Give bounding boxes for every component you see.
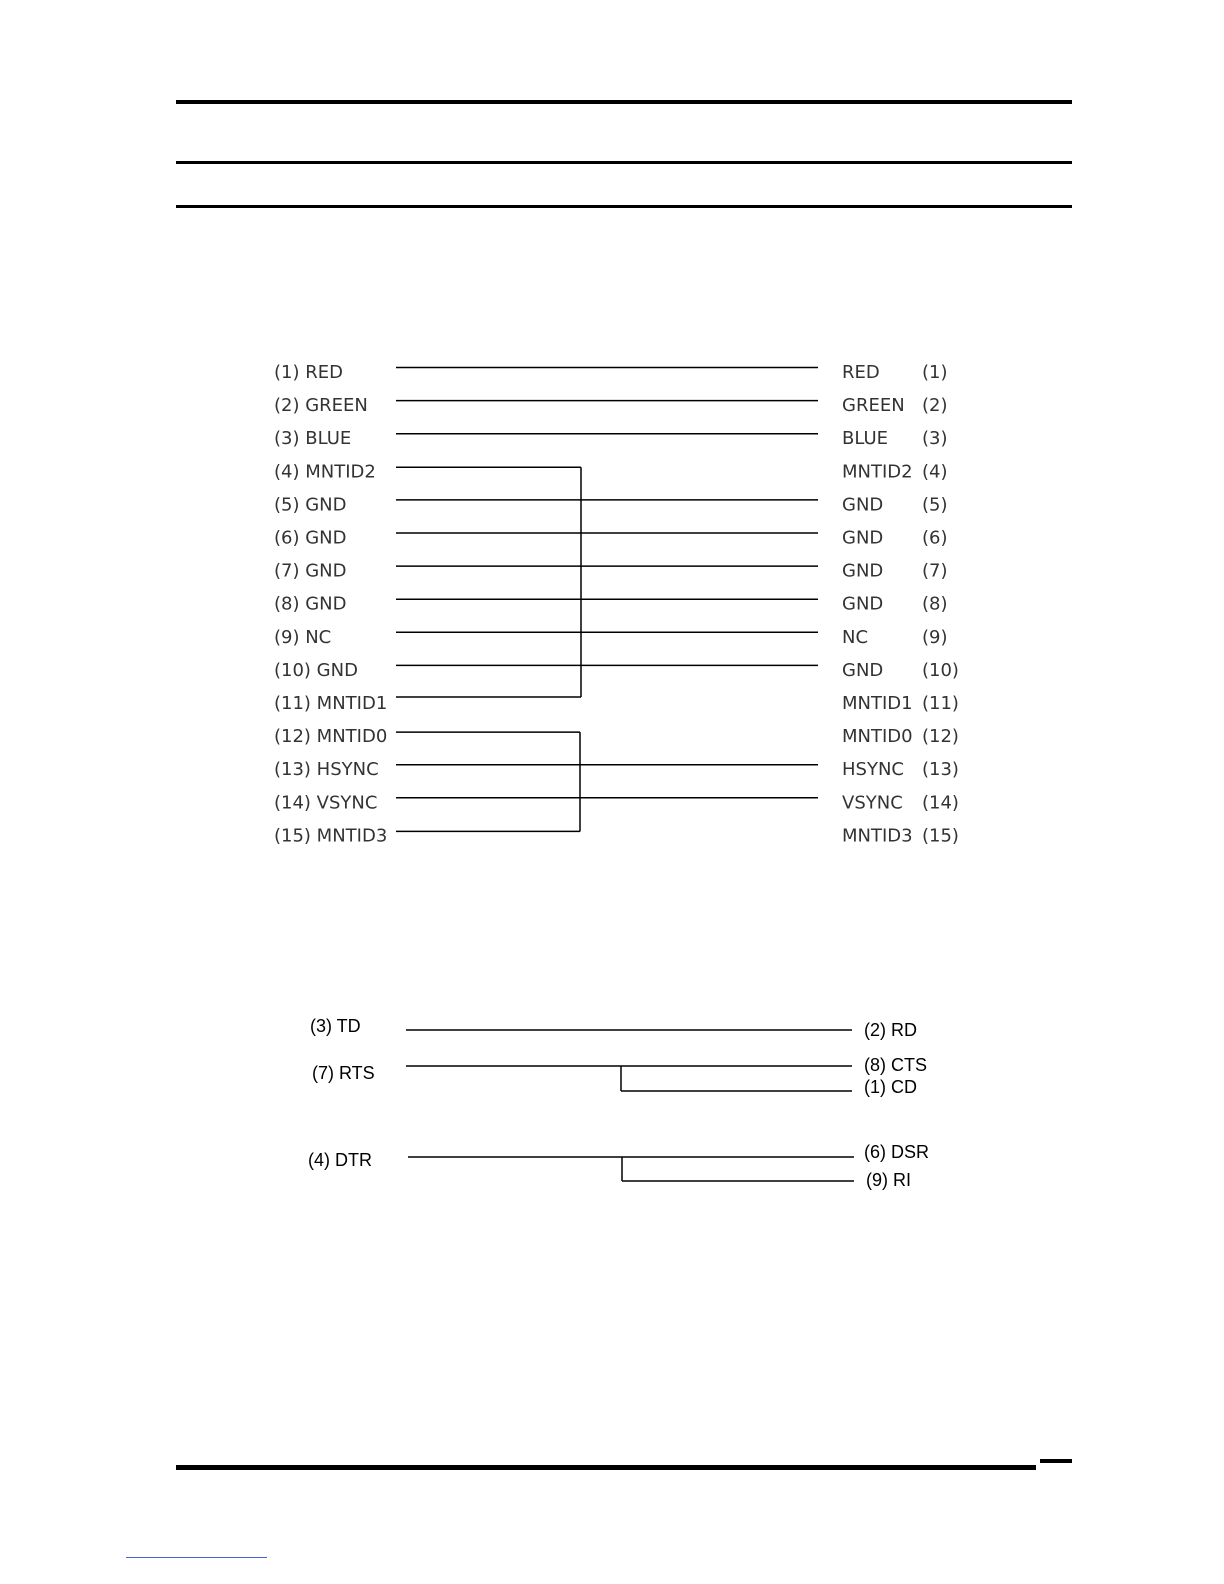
vga-right-name-8: GND (842, 593, 884, 615)
vga-right-name-14: VSYNC (842, 792, 903, 814)
vga-right-num-4: (4) (922, 461, 948, 483)
vga-left-pin-11: (11) MNTID1 (274, 693, 388, 714)
vga-left-pin-6: (6) GND (274, 527, 347, 549)
vga-right-name-13: HSYNC (842, 759, 904, 781)
vga-right-num-15: (15) (922, 825, 959, 847)
vga-left-pin-13: (13) HSYNC (274, 759, 379, 781)
vga-right-num-12: (12) (922, 726, 959, 748)
vga-right-name-9: NC (842, 626, 869, 648)
vga-left-pin-3: (3) BLUE (274, 428, 352, 450)
footer-link-underline (126, 1557, 267, 1558)
label-ri: (9) RI (866, 1170, 911, 1190)
vga-left-pin-7: (7) GND (274, 560, 347, 582)
vga-right-name-5: GND (842, 494, 884, 516)
vga-left-pin-8: (8) GND (274, 593, 347, 615)
vga-left-pin-12: (12) MNTID0 (274, 726, 388, 748)
label-rts: (7) RTS (312, 1063, 375, 1083)
vga-right-num-8: (8) (922, 593, 948, 615)
vga-left-pin-5: (5) GND (274, 494, 347, 516)
vga-left-pin-10: (10) GND (274, 659, 358, 681)
vga-right-num-1: (1) (922, 362, 948, 383)
label-rd: (2) RD (864, 1020, 917, 1040)
footer-page-tick (1040, 1459, 1072, 1463)
vga-right-name-12: MNTID0 (842, 726, 913, 748)
vga-right-num-7: (7) (922, 560, 948, 582)
vga-right-name-7: GND (842, 560, 884, 582)
vga-right-num-5: (5) (922, 494, 948, 516)
vga-left-pin-15: (15) MNTID3 (274, 825, 388, 847)
vga-right-num-3: (3) (922, 428, 948, 450)
vga-right-name-4: MNTID2 (842, 461, 913, 483)
vga-right-name-15: MNTID3 (842, 825, 913, 847)
vga-left-pin-9: (9) NC (274, 626, 332, 648)
footer-rule (176, 1465, 1036, 1470)
vga-right-name-10: GND (842, 659, 884, 681)
vga-left-pin-14: (14) VSYNC (274, 792, 378, 814)
vga-left-pin-1: (1) RED (274, 362, 343, 383)
vga-right-num-14: (14) (922, 792, 959, 814)
vga-right-num-10: (10) (922, 659, 959, 681)
label-dsr: (6) DSR (864, 1142, 930, 1162)
vga-right-name-11: MNTID1 (842, 693, 913, 714)
vga-right-num-6: (6) (922, 527, 948, 549)
vga-right-num-11: (11) (922, 693, 959, 714)
vga-left-pin-2: (2) GREEN (274, 395, 368, 417)
vga-left-pin-4: (4) MNTID2 (274, 461, 376, 483)
vga-right-num-13: (13) (922, 759, 959, 781)
label-cts: (8) CTS (864, 1055, 927, 1075)
vga-right-name-2: GREEN (842, 395, 905, 417)
vga-right-name-3: BLUE (842, 428, 889, 450)
label-td: (3) TD (310, 1016, 361, 1036)
vga-right-num-2: (2) (922, 395, 948, 417)
vga-right-name-6: GND (842, 527, 884, 549)
label-dtr: (4) DTR (308, 1150, 372, 1170)
vga-right-num-9: (9) (922, 626, 948, 648)
vga-right-name-1: RED (842, 362, 880, 383)
label-cd: (1) CD (864, 1077, 917, 1097)
